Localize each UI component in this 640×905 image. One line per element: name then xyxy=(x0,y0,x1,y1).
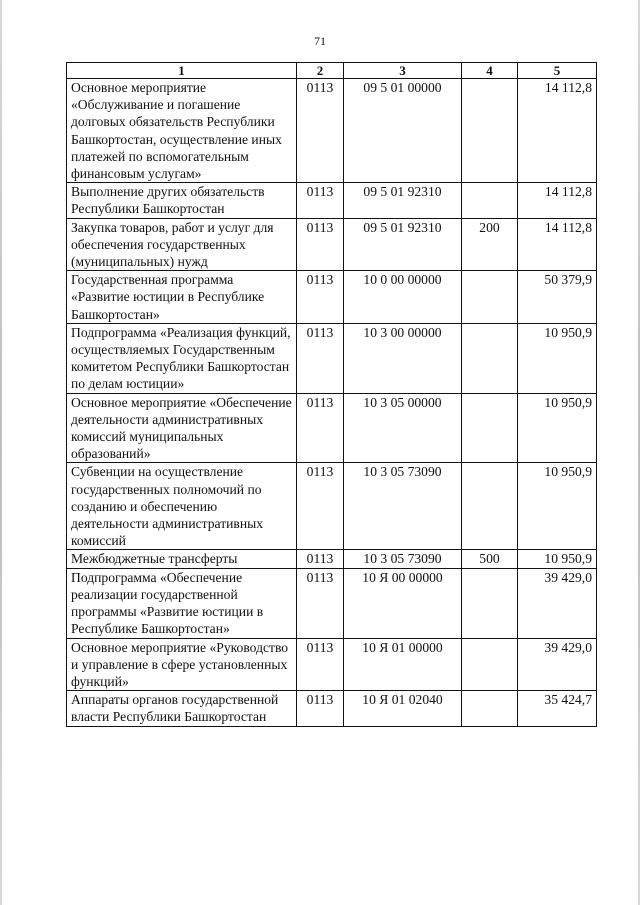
row-amount: 39 429,0 xyxy=(518,568,597,638)
row-name: Государственная программа «Развитие юстиции в Республике Башкортостан» xyxy=(67,271,297,324)
column-header-5: 5 xyxy=(518,63,597,79)
table-row xyxy=(67,691,597,726)
row-name: Подпрограмма «Реализация функций, осуществляемых Государственным комитетом Республики Башкортостан по делам юстиции» xyxy=(67,323,297,393)
row-expense-type: 200 xyxy=(462,218,518,271)
row-section-code: 0113 xyxy=(297,271,344,324)
table-row xyxy=(67,638,597,691)
row-target-article: 09 5 01 00000 xyxy=(344,79,462,183)
row-name: Субвенции на осуществление государственных полномочий по созданию и обеспечению деятельности административных комиссий xyxy=(67,463,297,550)
row-name: Основное мероприятие «Обеспечение деятельности административных комиссий муниципальных образований» xyxy=(67,393,297,463)
row-name: Выполнение других обязательств Республики Башкортостан xyxy=(67,183,297,218)
row-amount: 10 950,9 xyxy=(518,393,597,463)
row-name: Основное мероприятие «Обслуживание и погашение долговых обязательств Республики Башкортостан, осуществление иных платежей по вспомогательным финансовым услугам» xyxy=(67,79,297,183)
table-row xyxy=(67,79,597,183)
row-amount: 35 424,7 xyxy=(518,691,597,726)
row-amount: 14 112,8 xyxy=(518,79,597,183)
column-header-1: 1 xyxy=(67,63,297,79)
row-amount: 10 950,9 xyxy=(518,550,597,568)
row-target-article: 10 3 05 73090 xyxy=(344,463,462,550)
table-row xyxy=(67,218,597,271)
row-name: Межбюджетные трансферты xyxy=(67,550,297,568)
row-section-code: 0113 xyxy=(297,550,344,568)
row-expense-type xyxy=(462,568,518,638)
row-expense-type xyxy=(462,323,518,393)
row-section-code: 0113 xyxy=(297,568,344,638)
row-section-code: 0113 xyxy=(297,323,344,393)
row-expense-type xyxy=(462,79,518,183)
table-row xyxy=(67,183,597,218)
column-header-2: 2 xyxy=(297,63,344,79)
row-target-article: 10 3 05 00000 xyxy=(344,393,462,463)
row-section-code: 0113 xyxy=(297,183,344,218)
row-expense-type: 500 xyxy=(462,550,518,568)
row-target-article: 10 3 00 00000 xyxy=(344,323,462,393)
table-row xyxy=(67,568,597,638)
row-target-article: 10 3 05 73090 xyxy=(344,550,462,568)
row-amount: 14 112,8 xyxy=(518,183,597,218)
row-target-article: 10 Я 01 02040 xyxy=(344,691,462,726)
row-expense-type xyxy=(462,638,518,691)
row-amount: 50 379,9 xyxy=(518,271,597,324)
column-header-4: 4 xyxy=(462,63,518,79)
row-target-article: 10 Я 00 00000 xyxy=(344,568,462,638)
budget-table xyxy=(66,62,597,727)
table-row xyxy=(67,550,597,568)
row-section-code: 0113 xyxy=(297,638,344,691)
row-section-code: 0113 xyxy=(297,691,344,726)
row-target-article: 09 5 01 92310 xyxy=(344,183,462,218)
row-expense-type xyxy=(462,271,518,324)
row-expense-type xyxy=(462,183,518,218)
row-target-article: 09 5 01 92310 xyxy=(344,218,462,271)
row-section-code: 0113 xyxy=(297,393,344,463)
page-number: 71 xyxy=(314,34,326,48)
row-name: Основное мероприятие «Руководство и управление в сфере установленных функций» xyxy=(67,638,297,691)
column-header-3: 3 xyxy=(344,63,462,79)
row-target-article: 10 Я 01 00000 xyxy=(344,638,462,691)
row-section-code: 0113 xyxy=(297,218,344,271)
row-amount: 14 112,8 xyxy=(518,218,597,271)
row-expense-type xyxy=(462,691,518,726)
table-row xyxy=(67,323,597,393)
table-row xyxy=(67,463,597,550)
row-amount: 39 429,0 xyxy=(518,638,597,691)
row-expense-type xyxy=(462,463,518,550)
scan-edge-left xyxy=(0,0,2,905)
row-name: Подпрограмма «Обеспечение реализации государственной программы «Развитие юстиции в Республике Башкортостан» xyxy=(67,568,297,638)
row-name: Аппараты органов государственной власти Республики Башкортостан xyxy=(67,691,297,726)
table-header-row xyxy=(67,63,597,79)
table-row xyxy=(67,393,597,463)
row-amount: 10 950,9 xyxy=(518,323,597,393)
row-amount: 10 950,9 xyxy=(518,463,597,550)
row-section-code: 0113 xyxy=(297,79,344,183)
table-row xyxy=(67,271,597,324)
row-target-article: 10 0 00 00000 xyxy=(344,271,462,324)
row-expense-type xyxy=(462,393,518,463)
row-section-code: 0113 xyxy=(297,463,344,550)
row-name: Закупка товаров, работ и услуг для обеспечения государственных (муниципальных) нужд xyxy=(67,218,297,271)
